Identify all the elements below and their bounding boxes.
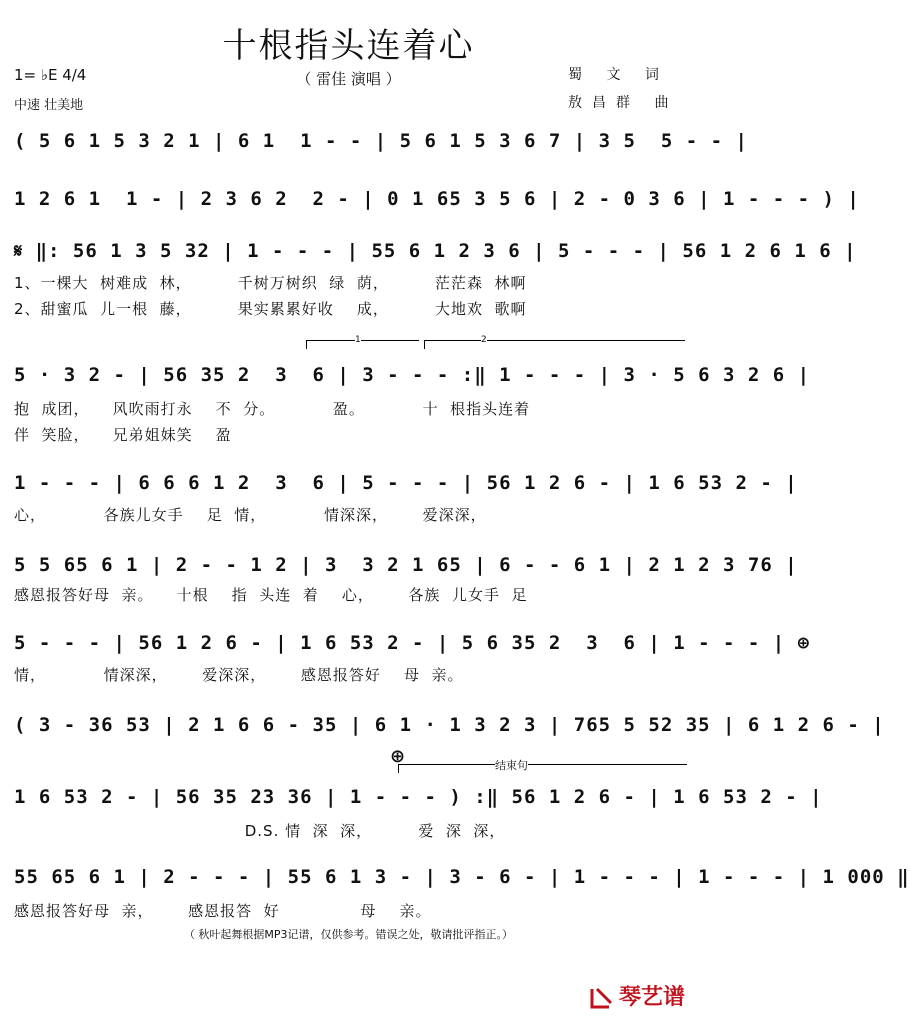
lyric-line: 感恩报答好母 亲， 感恩报答 好 母 亲。 bbox=[14, 902, 432, 920]
score-system-6 bbox=[14, 550, 798, 610]
score-system-7 bbox=[14, 628, 811, 688]
notation-line: ( 3 - 36 53 | 2 1 6 6 - 35 | 6 1 · 1 3 2 3 | 765 5 52 35 | 6 1 2 6 - | bbox=[14, 714, 885, 736]
lyric-verse-2: 2、甜蜜瓜 儿一根 藤， 果实累累好收 成， 大地欢 歌啊 bbox=[14, 300, 527, 318]
score-system-1 bbox=[14, 124, 748, 164]
lyric-line: D.S. 情 深 深， 爱 深 深， bbox=[14, 822, 506, 840]
watermark-text: 琴艺谱 bbox=[618, 985, 685, 1010]
notation-line: 1 6 53 2 - | 56 35 23 36 | 1 - - - ) :‖ 56 1 2 6 - | 1 6 53 2 - | bbox=[14, 786, 823, 808]
score-system-3 bbox=[14, 236, 857, 326]
score-system-4 bbox=[14, 335, 811, 444]
coda-icon: ⊕ bbox=[390, 746, 406, 767]
notation-line: 5 5 65 6 1 | 2 - - 1 2 | 3 3 2 1 65 | 6 - - 6 1 | 2 1 2 3 76 | bbox=[14, 554, 798, 576]
transcription-note: （ 秋叶起舞根据MP3记谱，仅供参考。错误之处，敬请批评指正。） bbox=[183, 928, 514, 941]
notation-line: 5 - - - | 56 1 2 6 - | 1 6 53 2 - | 5 6 35 2 3 6 | 1 - - - | ⊕ bbox=[14, 632, 811, 654]
notation-line: ( 5 6 1 5 3 2 1 | 6 1 1 - - | 5 6 1 5 3 6 7 | 3 5 5 - - | bbox=[14, 130, 748, 152]
volta-bracket-1: 1 bbox=[306, 340, 419, 349]
score-system-2 bbox=[14, 182, 860, 222]
lyric-line: 情， 情深深， 爱深深， 感恩报答好 母 亲。 bbox=[14, 666, 464, 684]
key-signature: 1= ♭E 4/4 bbox=[14, 66, 87, 84]
lyricist-credit: 蜀 文 词 bbox=[568, 67, 669, 83]
singer-credit: （ 雷佳 演唱 ） bbox=[296, 70, 401, 88]
lyric-verse-2: 伴 笑脸， 兄弟姐妹笑 盈 bbox=[14, 426, 232, 444]
ending-bracket: 结束句 bbox=[398, 764, 687, 773]
score-system-10 bbox=[14, 862, 910, 922]
notation-line: 5 · 3 2 - | 56 35 2 3 6 | 3 - - - :‖ 1 - - - | 3 · 5 6 3 2 6 | bbox=[14, 364, 811, 386]
site-logo bbox=[589, 980, 685, 1011]
logo-icon bbox=[589, 986, 615, 1010]
lyric-line: 感恩报答好母 亲。 十根 指 头连 着 心， 各族 儿女手 足 bbox=[14, 586, 528, 604]
score-system-9 bbox=[14, 746, 823, 842]
lyric-verse-1: 1、一棵大 树难成 林， 千树万树织 绿 荫， 茫茫森 林啊 bbox=[14, 274, 527, 292]
tempo-marking: 中速 壮美地 bbox=[14, 98, 84, 113]
notation-line: 1 - - - | 6 6 6 1 2 3 6 | 5 - - - | 56 1 2 6 - | 1 6 53 2 - | bbox=[14, 472, 798, 494]
notation-line: 55 65 6 1 | 2 - - - | 55 6 1 3 - | 3 - 6 - | 1 - - - | 1 - - - | 1 000 ‖ bbox=[14, 866, 910, 888]
score-system-5 bbox=[14, 468, 798, 528]
notation-line: 𝄋 ‖: 56 1 3 5 32 | 1 - - - | 55 6 1 2 3 6 | 5 - - - | 56 1 2 6 1 6 | bbox=[14, 240, 857, 262]
lyric-line: 心， 各族儿女手 足 情， 情深深， 爱深深， bbox=[14, 506, 487, 524]
notation-line: 1 2 6 1 1 - | 2 3 6 2 2 - | 0 1 65 3 5 6 | 2 - 0 3 6 | 1 - - - ) | bbox=[14, 188, 860, 210]
volta-bracket-2: 2 bbox=[424, 340, 685, 349]
score-system-8 bbox=[14, 710, 885, 750]
song-title: 十根指头连着心 bbox=[222, 26, 475, 66]
composer-credit: 敖昌群 曲 bbox=[568, 95, 679, 111]
lyric-verse-1: 抱 成团， 风吹雨打永 不 分。 盈。 十 根指头连着 bbox=[14, 400, 531, 418]
